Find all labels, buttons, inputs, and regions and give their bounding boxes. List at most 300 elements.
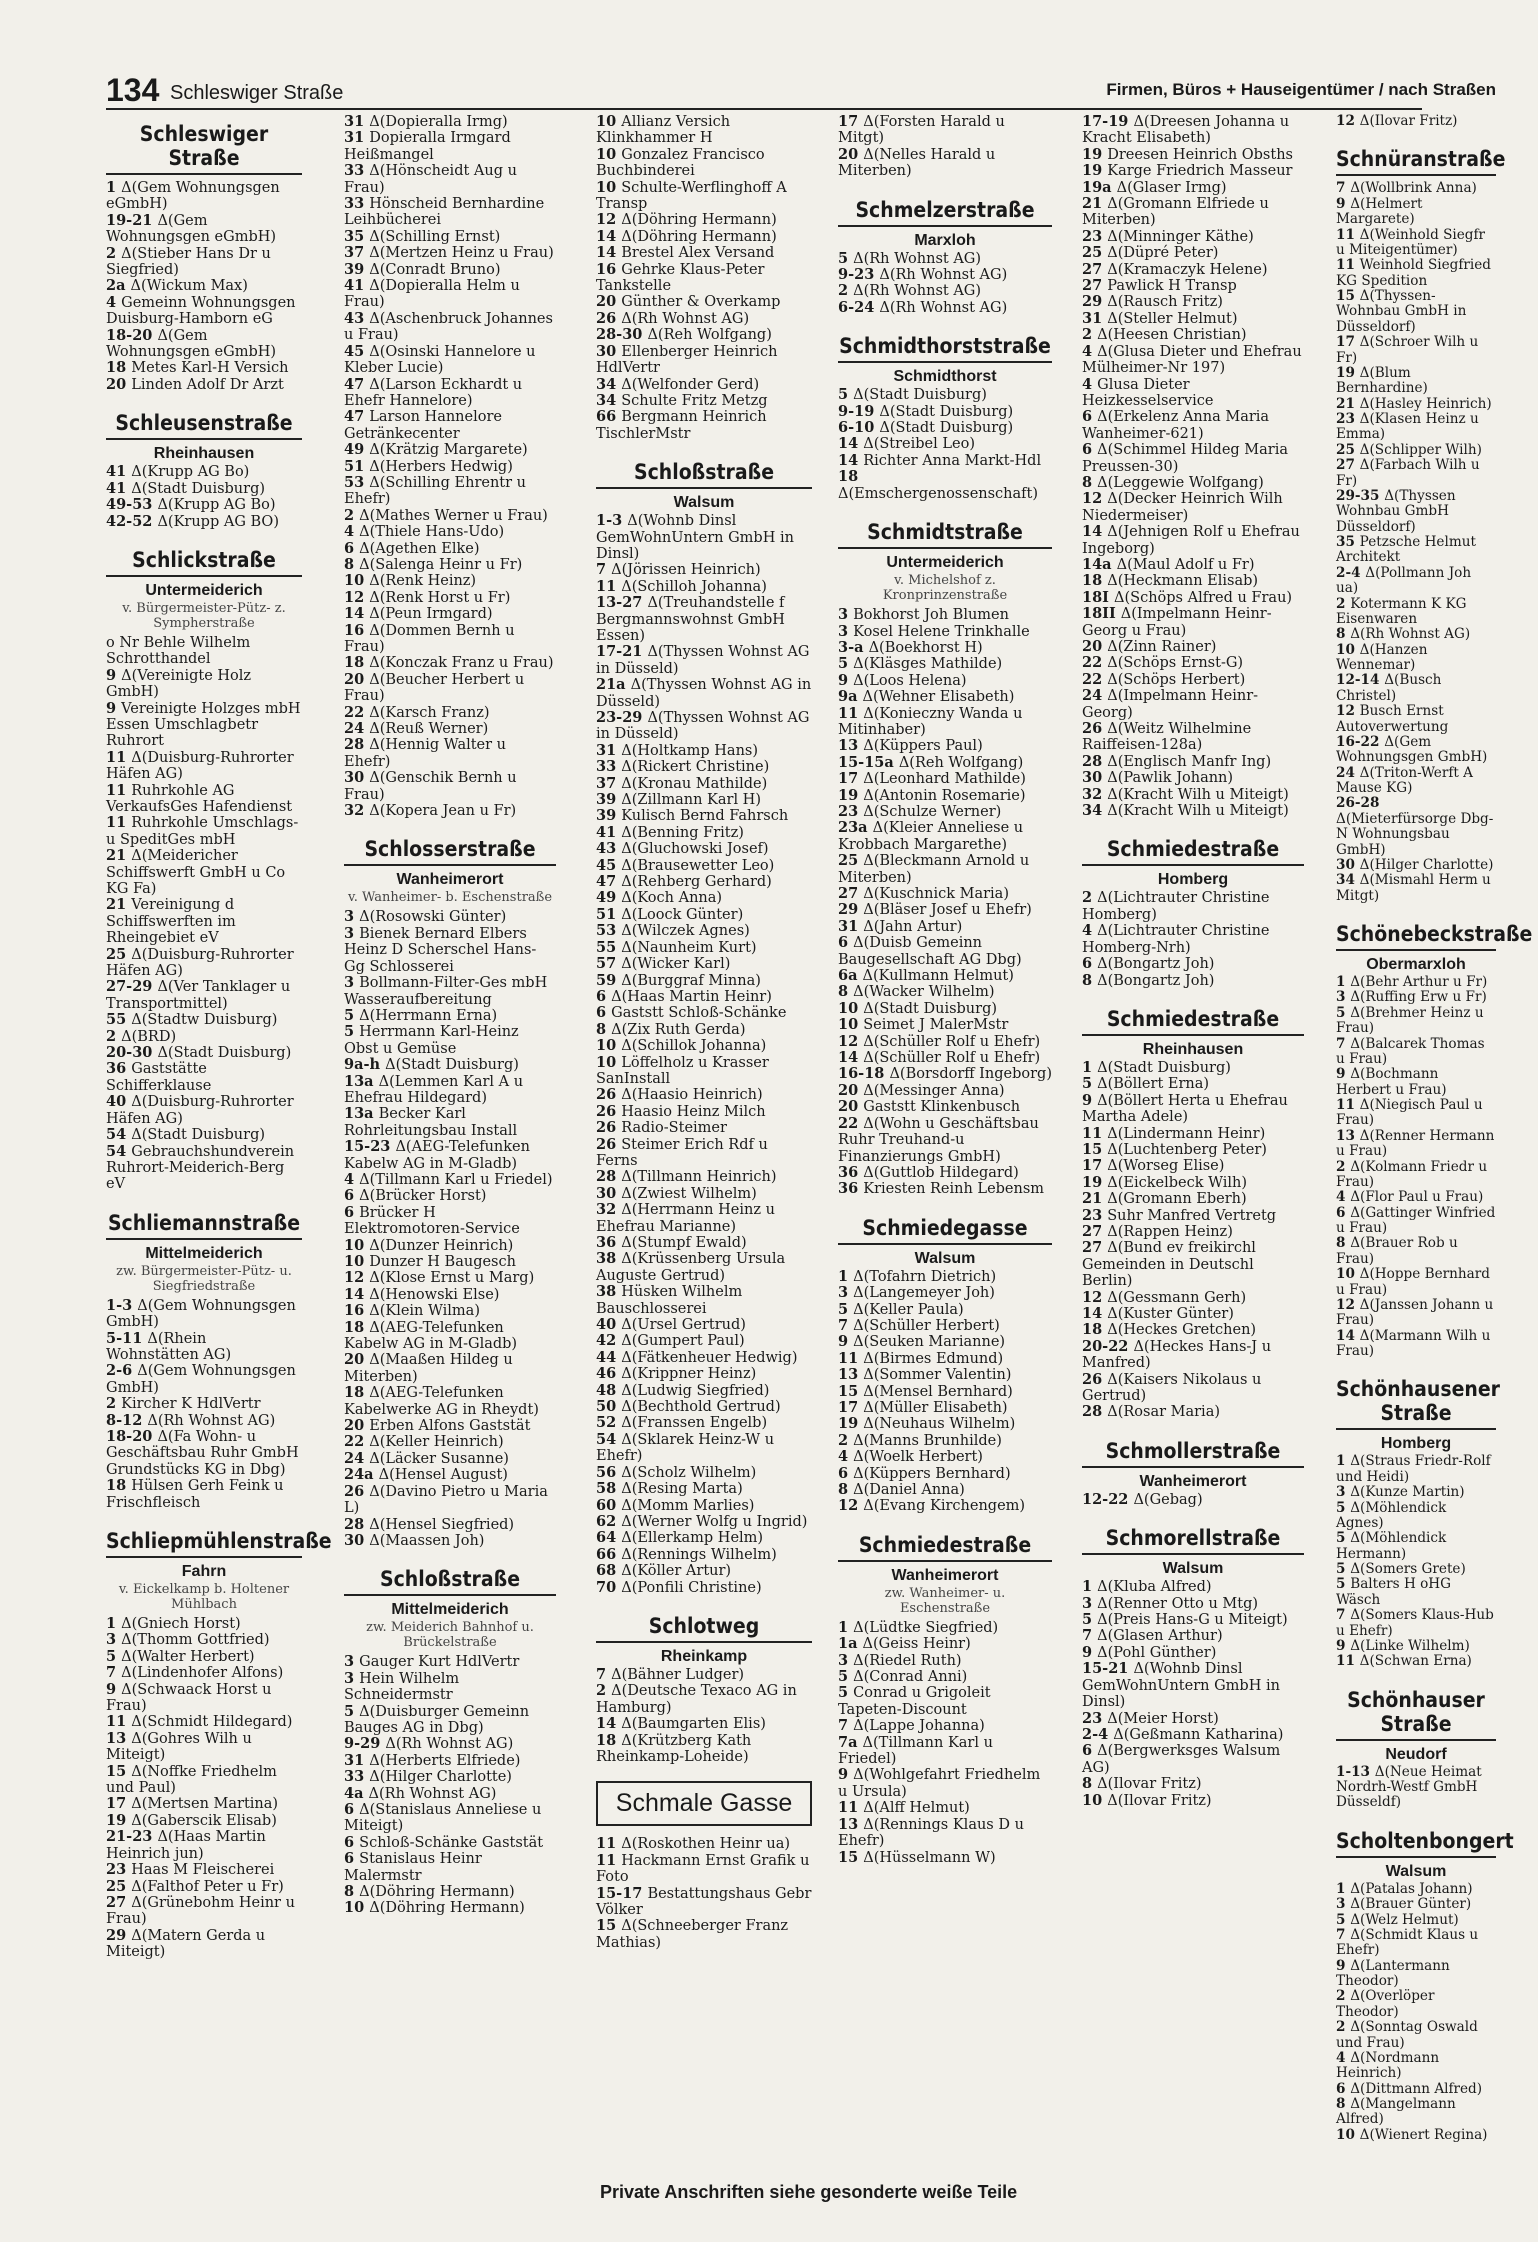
directory-entry [838,1669,1052,1685]
house-number: 2 [1336,2019,1351,2036]
house-number: 46 [596,1365,622,1383]
street-block [106,1209,302,1511]
directory-entry [344,975,556,1008]
entry-text: Vereinigung d Schiffswerften im Rheingebiet eV [106,897,236,947]
directory-entry [1336,566,1496,597]
directory-entry [1082,311,1304,327]
directory-entry [106,1862,302,1878]
entry-text: Δ(Bechthold Gertrud) [621,1399,781,1416]
directory-entry [838,935,1052,968]
entry-text: Δ(Dittmann Alfred) [1350,2080,1483,2097]
house-number: 20 [106,375,132,393]
house-number: 8-12 [106,1411,148,1429]
house-number: 6 [1082,1742,1098,1760]
directory-entry [1082,1661,1304,1710]
house-number: 31 [344,113,370,130]
directory-entry [106,635,302,668]
house-number: 27 [1082,1239,1108,1257]
directory-entry [596,1514,812,1530]
entry-text: Δ(Salenga Heinr u Fr) [359,556,523,573]
entry-text: Δ(Kracht Wilh u Miteigt) [1107,803,1289,820]
directory-entry [838,1817,1052,1850]
street-heading: Schmiedestraße [838,1531,1052,1562]
house-number: 25 [106,1877,132,1895]
entry-text: Linden Adolf Dr Arzt [131,376,284,393]
house-number: 5 [344,1023,360,1041]
directory-entry [596,989,812,1005]
entry-text: Kosel Helene Trinkhalle [853,623,1030,640]
directory-entry [596,114,812,147]
house-number: 20-22 [1082,1337,1134,1355]
directory-entry [596,923,812,939]
house-number: 14 [838,451,864,469]
directory-entry [344,524,556,540]
directory-entry [344,1270,556,1286]
entry-text: Δ(Scholz Wilhelm) [621,1464,757,1481]
directory-entry [596,1022,812,1038]
house-number: 13 [838,1366,864,1384]
house-number: 28 [344,736,370,754]
directory-entry [344,114,556,130]
house-number: 7a [838,1733,863,1751]
directory-entry [1082,1208,1304,1224]
directory-entry [1336,627,1496,642]
house-number: 8 [344,555,360,573]
street-block [838,114,1052,180]
street-block [1082,1005,1304,1421]
district-label: Mittelmeiderich [145,1244,263,1262]
directory-entry [1336,766,1496,797]
entry-text: Δ(Nordmann Heinrich) [1336,2049,1440,2082]
entry-text: Δ(Ruffing Erw u Fr) [1350,989,1487,1006]
directory-entry [1336,673,1496,704]
column-4 [838,114,1052,1882]
house-number: 30 [1082,769,1108,787]
entry-text: Δ(Welfonder Gerd) [621,376,760,393]
directory-entry [1336,228,1496,259]
house-number: 52 [596,1414,622,1432]
entry-text: Δ(Hönscheidt Aug u Frau) [344,163,517,196]
entry-text: Δ(Mangelmann Alfred) [1336,2096,1456,2128]
house-number: 42 [596,1332,622,1350]
house-number: 28 [1082,752,1108,770]
house-number: 5 [1082,1075,1098,1093]
entry-text: Δ(Möhlendick Agnes) [1336,1499,1447,1531]
entry-text: Δ(Helmert Margarete) [1336,195,1423,228]
directory-entry [1336,990,1496,1005]
directory-entry [106,464,302,480]
house-number: 2 [596,1682,612,1700]
entry-text: Δ(Neuhaus Wilhelm) [863,1416,1016,1433]
directory-entry [1082,573,1304,589]
entry-text: Löffelholz u Krasser SanInstall [596,1054,769,1087]
house-number: 54 [596,1430,622,1448]
directory-entry [838,147,1052,180]
directory-entry [1082,590,1304,606]
directory-entry [596,1580,812,1596]
entry-text: Δ(Zix Ruth Gerda) [611,1021,746,1038]
entry-text: Δ(Henowski Else) [369,1286,500,1303]
directory-entry [1082,923,1304,956]
street-heading: Schmale Gasse [596,1781,812,1826]
house-number: 1 [838,1267,854,1285]
house-number: 10 [1336,641,1360,658]
house-number: 30 [344,769,370,787]
directory-entry [344,557,556,573]
entry-text: Δ(Dopieralla Helm u Frau) [344,278,520,311]
entry-text: Schulte-Werflinghoff A Transp [596,179,787,213]
house-number: 5 [344,1006,360,1024]
house-number: 14 [1336,1327,1360,1344]
entry-text: Δ(Walter Herbert) [121,1648,255,1665]
house-number: 13 [838,737,864,755]
house-number: 41 [344,277,370,295]
house-number: 3-a [838,638,869,656]
house-number: 7 [106,1664,122,1682]
house-number: 8 [344,1883,360,1900]
entry-text: Δ(Hanzen Wennemar) [1336,641,1428,673]
entry-text: Δ(Gniech Horst) [121,1616,241,1632]
directory-entry [344,1753,556,1769]
house-number: 18 [344,1384,370,1402]
directory-entry [1336,2051,1496,2082]
entry-text: Δ(Döhring Hermann) [359,1884,515,1900]
house-number: 28-30 [596,326,648,344]
house-number: 2-4 [1336,564,1366,581]
directory-entry [106,1829,302,1862]
entry-text: Δ(Weitz Wilhelmine Raiffeisen-128a) [1082,721,1252,754]
house-number: 4 [1082,342,1098,360]
entry-text: Δ(Borsdorff Ingeborg) [889,1066,1052,1083]
header-rule [106,108,1422,110]
entry-text: Δ(Deutsche Texaco AG in Hamburg) [596,1683,797,1716]
entry-text: Δ(Thyssen-Wohnbau GmbH in Düsseldorf) [1336,288,1467,335]
entry-text: Δ(Gohres Wilh u Miteigt) [106,1730,252,1764]
entry-text: Allianz Versich Klinkhammer H [596,114,731,147]
street-heading: Schmorellstraße [1082,1524,1304,1555]
street-range: v. Bürgermeister-Pütz- z. Sympherstraße [122,600,286,631]
directory-entry [596,1481,812,1497]
house-number: 20 [838,145,864,163]
directory-entry [596,1284,812,1317]
house-number: 7 [1336,1607,1351,1624]
house-number: 6 [1336,1204,1351,1221]
directory-entry [106,1813,302,1829]
directory-entry [596,808,812,824]
directory-entry [344,1434,556,1450]
entry-text: Δ(Kullmann Helmut) [862,968,1014,985]
house-number: 25 [1336,441,1360,458]
street-block [596,1781,812,1951]
directory-entry [838,1400,1052,1416]
entry-text: Δ(Bongartz Joh) [1097,972,1215,989]
house-number: 6 [344,539,360,557]
house-number: 32 [1082,785,1108,803]
street-range: zw. Bürgermeister-Pütz- u. Siegfriedstraße [116,1263,292,1294]
street-block [838,1214,1052,1515]
house-number: 26 [596,309,622,327]
house-number: 6-10 [838,419,880,437]
directory-entry [344,1884,556,1900]
directory-entry [838,902,1052,918]
directory-entry [1336,1067,1496,1098]
entry-text: Δ(Benning Fritz) [621,824,744,841]
page-number: 134 [106,72,160,108]
house-number: 7 [1336,1035,1351,1052]
directory-entry [344,1671,556,1704]
house-number: 26 [596,1135,622,1153]
house-number: 12 [1336,1296,1360,1313]
entry-text: Δ(Konieczny Wanda u Mitinhaber) [838,705,1023,738]
house-number: 8 [596,1020,612,1038]
house-number: 17-21 [596,643,648,661]
directory-entry [344,573,556,589]
entry-text: Schulte Fritz Metzg [621,392,768,409]
house-number: 9 [1336,1066,1351,1083]
entry-text: Karge Friedrich Masseur [1107,163,1293,180]
house-number: 38 [596,1250,622,1268]
house-number: 7 [596,561,612,579]
entry-text: Δ(Schlipper Wilh) [1359,441,1482,458]
entry-text: Δ(Bähner Ludger) [611,1666,745,1683]
house-number: 33 [344,195,370,213]
entry-text: Δ(Böllert Erna) [1097,1076,1210,1093]
entry-text: Δ(Krupp AG Bo) [157,497,276,514]
entry-text: Petzsche Helmut Architekt [1336,534,1476,566]
house-number: 70 [596,1578,622,1596]
house-number: 26 [596,1102,622,1120]
house-number: 22 [344,703,370,721]
directory-entry [838,771,1052,787]
directory-entry [344,344,556,377]
house-number: 5 [1336,1911,1351,1928]
directory-entry [344,1418,556,1434]
house-number: 25 [838,852,864,870]
street-heading: Schliepmühlenstraße [106,1527,302,1558]
directory-entry [1082,377,1304,410]
district-label: Rheinkamp [660,1647,748,1665]
street-block [596,1612,812,1765]
directory-entry [344,1484,556,1517]
entry-text: Brestel Alex Versand [621,245,775,262]
house-number: 18 [106,359,132,377]
street-heading: Schleusenstraße [106,409,302,440]
directory-entry [596,344,812,377]
house-number: 13 [838,1815,864,1833]
house-number: 49-53 [106,496,158,514]
district-label: Walsum [673,494,735,512]
directory-entry [1082,180,1304,196]
house-number: 12 [1082,1288,1108,1306]
street-heading: Schmiedestraße [1082,835,1304,866]
house-number: 10 [596,1037,622,1055]
entry-text: Δ(Rennings Wilhelm) [621,1546,777,1563]
entry-text: Glusa Dieter Heizkesselservice [1082,376,1214,409]
house-number: 54 [106,1126,132,1144]
house-number: 18 [838,468,859,486]
house-number: 13 [106,1729,132,1747]
entry-text: Δ(Rausch Fritz) [1107,294,1223,311]
directory-entry [596,841,812,857]
directory-entry [106,295,302,328]
directory-entry [106,1029,302,1045]
entry-text: Δ(Renner Hermann u Frau) [1336,1127,1495,1160]
directory-entry [106,278,302,294]
entry-text: Δ(Boekhorst H) [868,639,983,656]
street-block [1082,1437,1304,1508]
entry-text: Δ(Resing Marta) [621,1481,743,1498]
street-block [838,332,1052,502]
directory-entry [344,1451,556,1467]
house-number: 32 [596,1201,622,1219]
house-number: 5 [1336,1576,1351,1593]
house-number: 12 [838,1497,864,1515]
entry-text: Δ(AEG-Telefunken Kabelwerke AG in Rheydt) [344,1385,539,1418]
house-number: 21 [1082,1190,1108,1208]
entry-text: Bollmann-Filter-Ges mbH Wasseraufbereitung [344,975,548,1008]
house-number: 38 [596,1283,622,1301]
entry-text: Δ(Stanislaus Anneliese u Miteigt) [344,1801,542,1835]
entry-text: Δ(Rh Wohnst AG) [879,267,1008,284]
entry-text: Δ(Keller Paula) [853,1301,964,1318]
directory-entry [596,1716,812,1732]
entry-text: Δ(Gromann Elfriede u Miterben) [1082,196,1269,229]
directory-entry [106,1144,302,1193]
street-block [106,1527,332,1961]
entry-text: Δ(Duisb Gemeinn Baugesellschaft AG Dbg) [838,935,1022,968]
entry-text: Δ(Welz Helmut) [1350,1911,1459,1928]
entry-text: Δ(Wilczek Agnes) [621,923,750,940]
directory-entry [596,677,812,710]
directory-entry [1336,114,1496,129]
entry-text: Δ(Gluchowski Josef) [621,841,769,858]
directory-entry [838,1850,1052,1866]
entry-text: Δ(Glusa Dieter und Ehefrau Mülheimer-Nr 197) [1082,343,1302,377]
house-number: 34 [1336,872,1360,889]
entry-text: Δ(Impelmann Heinr-Georg u Frau) [1082,606,1272,639]
directory-entry [1336,1160,1496,1191]
house-number: 26-28 [1336,795,1380,812]
house-number: 11 [838,1349,864,1367]
house-number: 19-21 [106,211,158,229]
entry-text: Δ(Balcarek Thomas u Frau) [1336,1035,1485,1067]
directory-entry [838,624,1052,640]
house-number: 33 [596,758,622,776]
directory-entry [344,1654,556,1670]
house-number: 2 [1082,889,1098,907]
directory-entry [106,1616,302,1632]
directory-entry [344,311,556,344]
entry-text: Δ(Mismahl Herm u Mitgt) [1336,872,1491,904]
house-number: 34 [596,391,622,409]
entry-text: Δ(Kläsges Mathilde) [853,656,1003,673]
directory-entry [1336,412,1496,443]
directory-entry [1336,2020,1496,2051]
entry-text: Δ(Mieterfürsorge Dbg-N Wohnungsbau GmbH) [1336,810,1494,858]
entry-text: Δ(Mertsen Martina) [131,1796,279,1813]
entry-text: Δ(Döhring Hermann) [621,212,777,229]
entry-text: Δ(Schüller Herbert) [853,1317,1000,1334]
house-number: 47 [344,408,370,426]
house-number: 4 [1336,2049,1351,2066]
entry-text: Dopieralla Irmgard Heißmangel [344,130,511,163]
house-number: 51 [596,905,622,923]
entry-text: Δ(Küppers Paul) [863,738,983,755]
directory-entry [596,940,812,956]
house-number: 18 [344,1318,370,1336]
entry-text: Hackmann Ernst Grafik u Foto [596,1852,810,1886]
house-number: 2a [106,277,131,295]
entry-text: Δ(Lichtrauter Christine Homberg-Nrh) [1082,923,1270,956]
entry-text: Δ(Grünebohm Heinr u Frau) [106,1894,295,1928]
directory-entry [1336,1765,1496,1811]
entry-text: Δ(Stadt Duisburg) [1097,1059,1231,1076]
entry-text: Δ(Klein Wilma) [369,1303,480,1320]
directory-entry [1082,1142,1304,1158]
entry-text: Δ(Wollbrink Anna) [1350,180,1477,197]
house-number: 1 [106,1615,122,1632]
entry-text: Δ(Flor Paul u Frau) [1350,1189,1484,1206]
entry-text: Δ(Lappe Johanna) [853,1718,985,1735]
directory-entry [1082,1240,1304,1289]
house-number: 26 [1082,720,1108,738]
entry-text: Δ(Stadt Duisburg) [131,1127,266,1144]
district-label: Homberg [1380,1435,1452,1453]
entry-text: Δ(Rh Wohnst AG) [853,250,982,267]
directory-entry [106,1796,302,1812]
entry-text: Δ(Niegisch Paul u Frau) [1336,1097,1483,1129]
entry-text: Δ(Maaßen Hildeg u Miterben) [344,1352,513,1385]
directory-entry [838,689,1052,705]
house-number: 7 [838,1717,854,1735]
directory-entry [596,513,812,562]
directory-entry [596,311,812,327]
street-heading: Schlickstraße [106,546,302,577]
street-block [344,835,556,1549]
entry-text: Δ(Lüdtke Siegfried) [853,1619,999,1636]
street-heading: Schmidthorststraße [838,332,1052,363]
house-number: 10 [344,1899,370,1917]
entry-text: Δ(Wickum Max) [130,278,248,295]
entry-text: Δ(Meidericher Schiffswerft GmbH u Co KG Fa) [106,848,286,897]
directory-entry [596,1563,812,1579]
entry-text: Δ(Kunze Martin) [1350,1484,1465,1501]
street-block [1336,920,1533,1359]
entry-text: Δ(Schöps Alfred u Frau) [1114,589,1293,606]
street-block [106,546,302,1193]
street-heading: Schliemannstraße [106,1209,302,1240]
house-number: 39 [344,260,370,278]
house-number: 5 [106,1647,122,1665]
directory-entry [1082,327,1304,343]
house-number: 9 [1336,1957,1351,1974]
house-number: 18II [1082,605,1121,623]
directory-entry [838,1416,1052,1432]
house-number: 68 [596,1562,622,1580]
directory-entry [838,1034,1052,1050]
house-number: 47 [344,375,370,393]
district-label: Walsum [1162,1560,1224,1578]
house-number: 19 [106,1811,132,1829]
house-number: 60 [596,1496,622,1514]
house-number: 47 [596,873,622,891]
house-number: 9 [838,1766,854,1784]
house-number: 66 [596,1545,622,1563]
entry-text: Δ(Gem Wohnungsgen eGmbH) [106,180,280,213]
directory-entry [1336,2128,1496,2143]
directory-entry [1082,1191,1304,1207]
directory-entry [838,738,1052,754]
